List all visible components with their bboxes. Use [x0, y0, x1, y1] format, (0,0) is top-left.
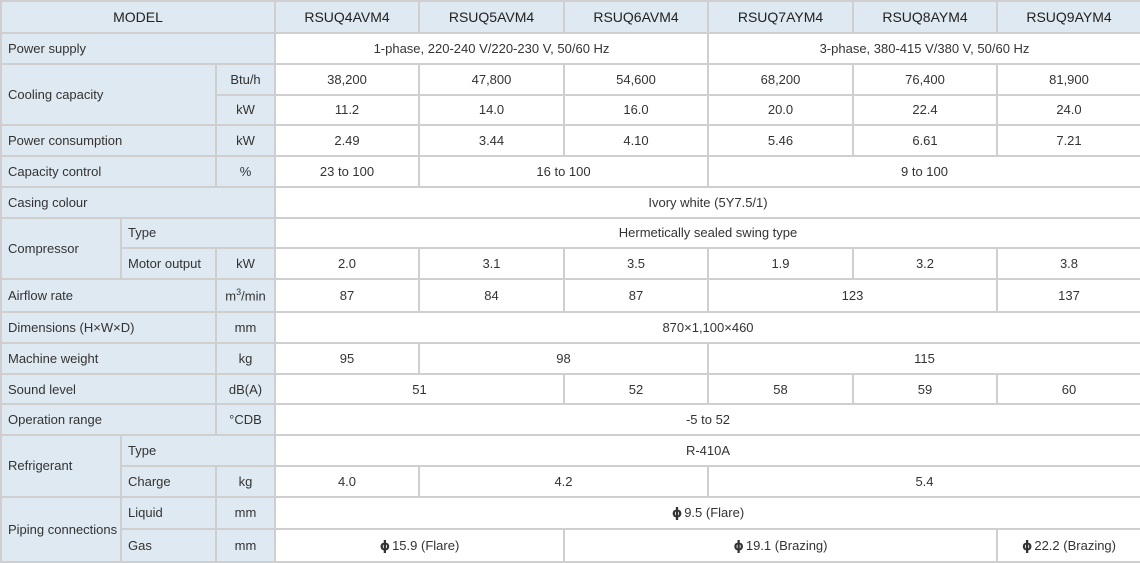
row-label: Power consumption: [1, 125, 216, 156]
model-header: MODEL: [1, 1, 275, 33]
value-cell: 23 to 100: [275, 156, 419, 187]
value-cell: 11.2: [275, 95, 419, 126]
sub-label: Gas: [121, 529, 216, 562]
value-cell: 95: [275, 343, 419, 374]
model-name: RSUQ9AYM4: [997, 1, 1140, 33]
value-cell: 22.4: [853, 95, 997, 126]
row-label: Power supply: [1, 33, 275, 64]
sub-label: Type: [121, 218, 275, 249]
value-cell: 87: [275, 279, 419, 312]
value-cell: Hermetically sealed swing type: [275, 218, 1140, 249]
pipe-size: 9.5 (Flare): [684, 504, 745, 520]
row-cooling-btu: [1, 64, 1140, 95]
value-cell: 58: [708, 374, 853, 405]
model-name: RSUQ7AYM4: [708, 1, 853, 33]
value-cell: [564, 529, 997, 562]
sub-label: Type: [121, 435, 275, 466]
unit-cell: [216, 279, 275, 312]
row-machine-weight: [1, 343, 1140, 374]
unit-cell: Btu/h: [216, 64, 275, 95]
value-cell: 4.0: [275, 466, 419, 497]
value-cell: 76,400: [853, 64, 997, 95]
unit-cell: kW: [216, 95, 275, 126]
unit-tail: /min: [241, 288, 266, 304]
value-cell: 60: [997, 374, 1140, 405]
value-cell: 2.0: [275, 248, 419, 279]
unit-cell: kW: [216, 125, 275, 156]
row-sound-level: [1, 374, 1140, 405]
unit-cell: kW: [216, 248, 275, 279]
row-piping-liquid: [1, 497, 1140, 530]
value-cell: 115: [708, 343, 1140, 374]
value-cell: 1.9: [708, 248, 853, 279]
sub-label: Charge: [121, 466, 216, 497]
value-cell: 3.1: [419, 248, 564, 279]
value-cell: 16 to 100: [419, 156, 708, 187]
value-cell: 87: [564, 279, 708, 312]
unit-superscript: 3: [236, 287, 242, 298]
value-cell: 51: [275, 374, 564, 405]
value-cell: 38,200: [275, 64, 419, 95]
value-cell: 3.5: [564, 248, 708, 279]
value-cell: 3-phase, 380-415 V/380 V, 50/60 Hz: [708, 33, 1140, 64]
row-power-supply: [1, 33, 1140, 64]
value-cell: 3.44: [419, 125, 564, 156]
row-label: Cooling capacity: [1, 64, 216, 126]
phi-symbol: ϕ: [733, 538, 744, 554]
value-cell: 4.10: [564, 125, 708, 156]
row-dimensions: [1, 312, 1140, 343]
value-cell: 59: [853, 374, 997, 405]
value-cell: 54,600: [564, 64, 708, 95]
value-cell: 81,900: [997, 64, 1140, 95]
value-cell: 3.8: [997, 248, 1140, 279]
row-refrigerant-type: [1, 435, 1140, 466]
row-label: Machine weight: [1, 343, 216, 374]
row-label: Dimensions (H×W×D): [1, 312, 216, 343]
unit-cell: mm: [216, 312, 275, 343]
unit-cell: kg: [216, 343, 275, 374]
value-cell: 3.2: [853, 248, 997, 279]
row-label: Compressor: [1, 218, 121, 280]
value-cell: [997, 529, 1140, 562]
value-cell: 137: [997, 279, 1140, 312]
unit-cell: %: [216, 156, 275, 187]
row-label: Piping connections: [1, 497, 121, 562]
sub-label: Liquid: [121, 497, 216, 530]
value-cell: 9 to 100: [708, 156, 1140, 187]
row-compressor-motor: [1, 248, 1140, 279]
value-cell: 52: [564, 374, 708, 405]
value-cell: Ivory white (5Y7.5/1): [275, 187, 1140, 218]
value-cell: 5.46: [708, 125, 853, 156]
unit-base: m: [225, 288, 237, 304]
value-cell: 24.0: [997, 95, 1140, 126]
value-cell: 4.2: [419, 466, 708, 497]
phi-symbol: ϕ: [671, 505, 683, 521]
value-cell: R-410A: [275, 435, 1140, 466]
value-cell: 123: [708, 279, 997, 312]
row-label: Casing colour: [1, 187, 275, 218]
header-row: [1, 1, 1140, 33]
pipe-size: 15.9 (Flare): [392, 537, 460, 553]
row-compressor-type: [1, 218, 1140, 249]
row-operation-range: [1, 404, 1140, 435]
value-cell: 1-phase, 220-240 V/220-230 V, 50/60 Hz: [275, 33, 708, 64]
pipe-size: 22.2 (Brazing): [1034, 537, 1116, 553]
row-piping-gas: [1, 529, 1140, 562]
row-refrigerant-charge: [1, 466, 1140, 497]
phi-symbol: ϕ: [1021, 538, 1033, 554]
unit-cell: mm: [216, 497, 275, 530]
value-cell: 20.0: [708, 95, 853, 126]
value-cell: 68,200: [708, 64, 853, 95]
row-power-consumption: [1, 125, 1140, 156]
unit-cell: mm: [216, 529, 275, 562]
value-cell: 47,800: [419, 64, 564, 95]
model-name: RSUQ8AYM4: [853, 1, 997, 33]
row-label: Sound level: [1, 374, 216, 405]
row-airflow: [1, 279, 1140, 312]
row-label: Refrigerant: [1, 435, 121, 497]
value-cell: [275, 497, 1140, 530]
value-cell: 98: [419, 343, 708, 374]
unit-cell: °CDB: [216, 404, 275, 435]
value-cell: 7.21: [997, 125, 1140, 156]
value-cell: 14.0: [419, 95, 564, 126]
value-cell: [275, 529, 564, 562]
row-label: Airflow rate: [1, 279, 216, 312]
value-cell: 84: [419, 279, 564, 312]
sub-label: Motor output: [121, 248, 216, 279]
value-cell: 2.49: [275, 125, 419, 156]
row-capacity-control: [1, 156, 1140, 187]
model-name: RSUQ6AVM4: [564, 1, 708, 33]
value-cell: 5.4: [708, 466, 1140, 497]
row-label: Operation range: [1, 404, 216, 435]
pipe-size: 19.1 (Brazing): [745, 537, 828, 553]
value-cell: -5 to 52: [275, 404, 1140, 435]
value-cell: 16.0: [564, 95, 708, 126]
unit-cell: kg: [216, 466, 275, 497]
model-name: RSUQ4AVM4: [275, 1, 419, 33]
model-name: RSUQ5AVM4: [419, 1, 564, 33]
row-casing-colour: [1, 187, 1140, 218]
value-cell: 6.61: [853, 125, 997, 156]
unit-cell: dB(A): [216, 374, 275, 405]
value-cell: 870×1,100×460: [275, 312, 1140, 343]
row-label: Capacity control: [1, 156, 216, 187]
phi-symbol: ϕ: [379, 538, 391, 554]
